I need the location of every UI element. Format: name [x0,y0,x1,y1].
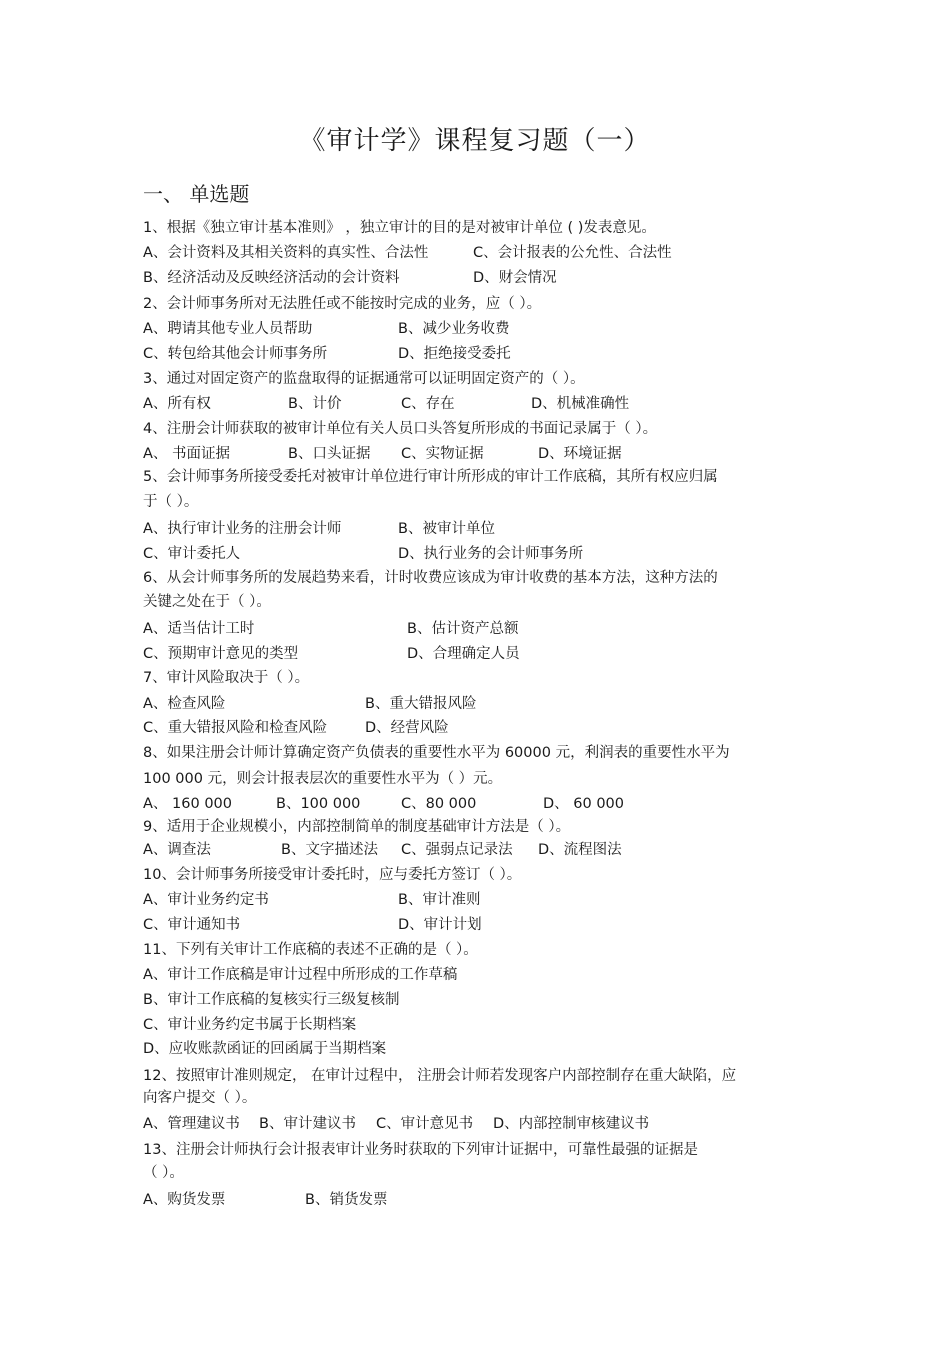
option-b: B、100 000 [276,796,361,812]
option-a: A、调查法 [143,842,211,858]
option-d: D、机械准确性 [531,396,630,412]
question-8-line1: 8、如果注册会计师计算确定资产负债表的重要性水平为 60000 元，利润表的重要性水平为 [143,745,730,761]
option-d: D、合理确定人员 [407,646,520,662]
option-d: D、执行业务的会计师事务所 [398,546,584,562]
option-a: A、审计业务约定书 [143,892,269,908]
option-d: D、审计计划 [398,917,482,933]
option-b: B、审计建议书 [259,1116,356,1132]
question-13-line1: 13、注册会计师执行会计报表审计业务时获取的下列审计证据中，可靠性最强的证据是 [143,1142,698,1158]
option-b: B、经济活动及反映经济活动的会计资料 [143,270,400,286]
question-11-option-a: A、审计工作底稿是审计过程中所形成的工作草稿 [143,967,458,983]
option-a: A、所有权 [143,396,211,412]
question-6-line2: 关键之处在于（ ）。 [143,594,271,610]
option-c: C、实物证据 [401,446,484,462]
option-b: B、审计准则 [398,892,481,908]
option-c: C、存在 [401,396,455,412]
question-10: 10、会计师事务所接受审计委托时，应与委托方签订（ ）。 [143,867,522,883]
question-12-line2: 向客户提交（ ）。 [143,1090,257,1106]
option-b: B、口头证据 [288,446,371,462]
option-d: D、内部控制审核建议书 [493,1116,650,1132]
option-b: B、文字描述法 [281,842,378,858]
question-3: 3、通过对固定资产的监盘取得的证据通常可以证明固定资产的（ ）。 [143,371,585,387]
option-c: C、强弱点记录法 [401,842,513,858]
option-b: B、被审计单位 [398,521,495,537]
question-4: 4、注册会计师获取的被审计单位有关人员口头答复所形成的书面记录属于（ ）。 [143,421,658,437]
section-heading: 一、 单选题 [143,182,250,206]
option-d: D、拒绝接受委托 [398,346,511,362]
option-c: C、审计意见书 [376,1116,474,1132]
question-11-option-d: D、应收账款函证的回函属于当期档案 [143,1041,387,1057]
option-b: B、计价 [288,396,342,412]
question-11-option-c: C、审计业务约定书属于长期档案 [143,1017,357,1033]
option-a: A、购货发票 [143,1192,226,1208]
option-c: C、80 000 [401,796,477,812]
option-d: D、环境证据 [538,446,622,462]
option-c: C、审计通知书 [143,917,241,933]
question-8-line2: 100 000 元，则会计报表层次的重要性水平为（ ）元。 [143,771,503,787]
option-c: C、审计委托人 [143,546,241,562]
question-1: 1、根据《独立审计基本准则》 ，独立审计的目的是对被审计单位 ( )发表意见。 [143,220,656,236]
question-13-line2: （ ）。 [143,1165,184,1181]
option-a: A、会计资料及其相关资料的真实性、合法性 [143,245,429,261]
document-title: 《审计学》课程复习题（一） [299,126,651,156]
option-a: A、聘请其他专业人员帮助 [143,321,313,337]
question-11: 11、下列有关审计工作底稿的表述不正确的是（ ）。 [143,942,478,958]
question-12-line1: 12、按照审计准则规定， 在审计过程中， 注册会计师若发现客户内部控制存在重大缺陷，应 [143,1068,737,1084]
option-c: C、预期审计意见的类型 [143,646,299,662]
option-d: D、流程图法 [538,842,622,858]
question-5-line1: 5、会计师事务所接受委托对被审计单位进行审计所形成的审计工作底稿，其所有权应归属 [143,469,718,485]
question-7: 7、审计风险取决于（ ）。 [143,670,310,686]
question-9: 9、适用于企业规模小，内部控制简单的制度基础审计方法是（ ）。 [143,819,571,835]
option-b: B、销货发票 [305,1192,388,1208]
option-a: A、管理建议书 [143,1116,240,1132]
option-d: D、经营风险 [365,720,449,736]
option-c: C、会计报表的公允性、合法性 [473,245,672,261]
question-11-option-b: B、审计工作底稿的复核实行三级复核制 [143,992,400,1008]
question-2: 2、会计师事务所对无法胜任或不能按时完成的业务，应（ ）。 [143,296,542,312]
option-c: C、重大错报风险和检查风险 [143,720,328,736]
option-b: B、减少业务收费 [398,321,510,337]
option-b: B、重大错报风险 [365,696,477,712]
option-a: A、执行审计业务的注册会计师 [143,521,342,537]
option-a: A、 160 000 [143,796,232,812]
option-d: D、财会情况 [473,270,557,286]
question-5-line2: 于（ ）。 [143,494,199,510]
question-6-line1: 6、从会计师事务所的发展趋势来看，计时收费应该成为审计收费的基本方法，这种方法的 [143,570,718,586]
option-c: C、转包给其他会计师事务所 [143,346,328,362]
option-a: A、适当估计工时 [143,621,255,637]
option-b: B、估计资产总额 [407,621,519,637]
option-a: A、检查风险 [143,696,226,712]
option-a: A、 书面证据 [143,446,231,462]
option-d: D、 60 000 [543,796,625,812]
